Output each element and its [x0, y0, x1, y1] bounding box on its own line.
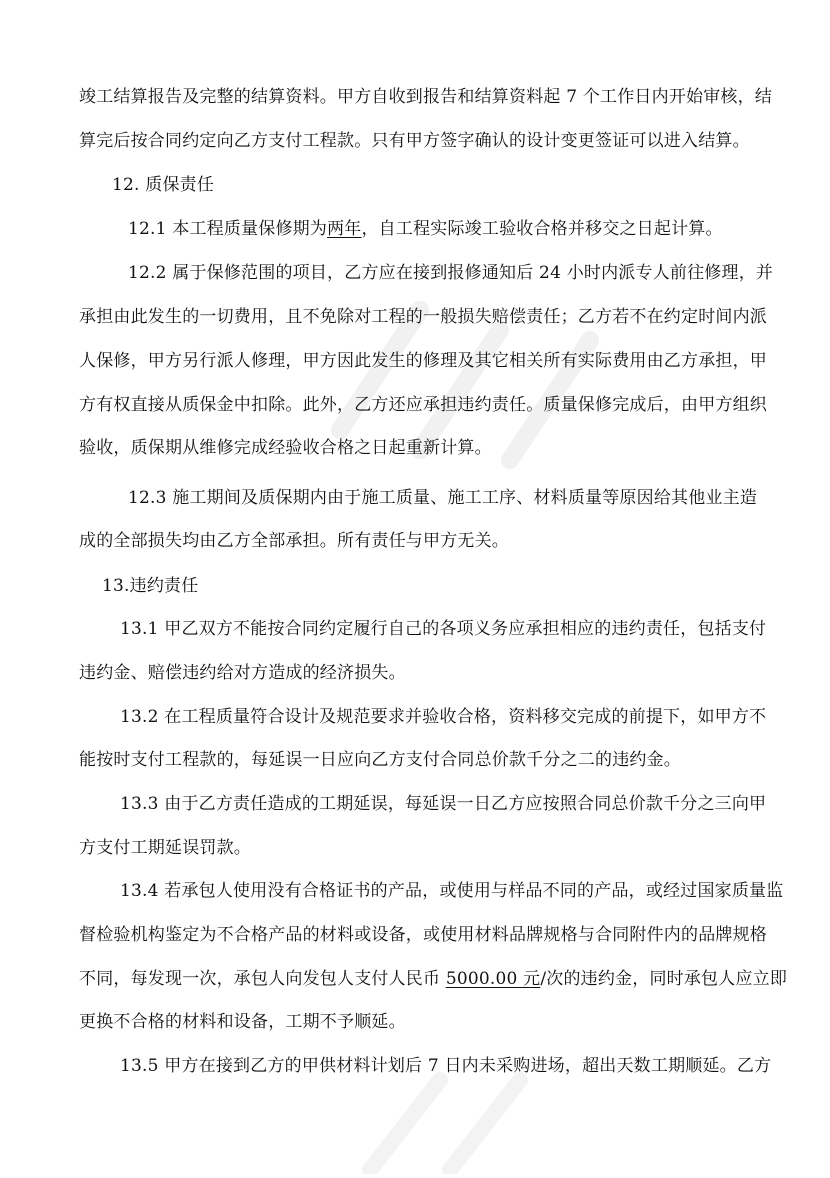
- text-line: 方支付工期延误罚款。: [79, 838, 251, 858]
- text-line: 竣工结算报告及完整的结算资料。甲方自收到报告和结算资料起 7 个工作日内开始审核，结: [79, 87, 773, 107]
- text-line: 人保修，甲方另行派人修理，甲方因此发生的修理及其它相关所有实际费用由乙方承担，甲: [79, 351, 767, 371]
- text-line: 算完后按合同约定向乙方支付工程款。只有甲方签字确认的设计变更签证可以进入结算。: [79, 131, 750, 151]
- text-line: 13.1 甲乙双方不能按合同约定履行自己的各项义务应承担相应的违约责任，包括支付: [120, 619, 767, 639]
- text-line: 验收，质保期从维修完成经验收合格之日起重新计算。: [79, 438, 492, 458]
- text-line: 13.3 由于乙方责任造成的工期延误，每延误一日乙方应按照合同总价款千分之三向甲: [120, 794, 767, 814]
- warranty-period: 两年: [327, 219, 362, 239]
- watermark-stamp: [300, 250, 620, 510]
- watermark: [300, 250, 620, 510]
- text-line: [79, 968, 787, 990]
- section-heading: 13.违约责任: [102, 576, 199, 596]
- text-line: 违约金、赔偿违约给对方造成的经济损失。: [79, 663, 406, 683]
- text-line: 13.5 甲方在接到乙方的甲供材料计划后 7 日内未采购进场，超出天数工期顺延。乙方: [120, 1056, 772, 1076]
- text-line: 更换不合格的材料和设备，工期不予顺延。: [79, 1012, 406, 1032]
- text-span: /次的违约金，同时承包人应立即: [540, 969, 788, 989]
- text-line: 13.2 在工程质量符合设计及规范要求并验收合格，资料移交完成的前提下，如甲方不: [120, 707, 767, 727]
- text-span: ，自工程实际竣工验收合格并移交之日起计算。: [361, 219, 723, 239]
- text-line: 方有权直接从质保金中扣除。此外，乙方还应承担违约责任。质量保修完成后，由甲方组织: [79, 395, 767, 415]
- text-line: 能按时支付工程款的，每延误一日应向乙方支付合同总价款千分之二的违约金。: [79, 750, 681, 770]
- penalty-amount: 5000.00 元: [445, 969, 541, 989]
- text-line: 13.4 若承包人使用没有合格证书的产品，或使用与样品不同的产品，或经过国家质量监: [120, 881, 784, 901]
- text-span: 不同，每发现一次，承包人向发包人支付人民币: [79, 969, 446, 989]
- section-heading: 12. 质保责任: [112, 175, 215, 195]
- text-line: 承担由此发生的一切费用，且不免除对工程的一般损失赔偿责任；乙方若不在约定时间内派: [79, 307, 767, 327]
- text-line: 成的全部损失均由乙方全部承担。所有责任与甲方无关。: [79, 531, 509, 551]
- text-line: 12.2 属于保修范围的项目，乙方应在接到报修通知后 24 小时内派专人前往修理，并: [128, 263, 774, 283]
- text-line: [128, 218, 723, 240]
- text-span: 12.1 本工程质量保修期为: [128, 219, 328, 239]
- text-line: 12.3 施工期间及质保期内由于施工质量、施工工序、材料质量等原因给其他业主造: [128, 488, 758, 508]
- text-line: 督检验机构鉴定为不合格产品的材料或设备，或使用材料品牌规格与合同附件内的品牌规格: [79, 925, 767, 945]
